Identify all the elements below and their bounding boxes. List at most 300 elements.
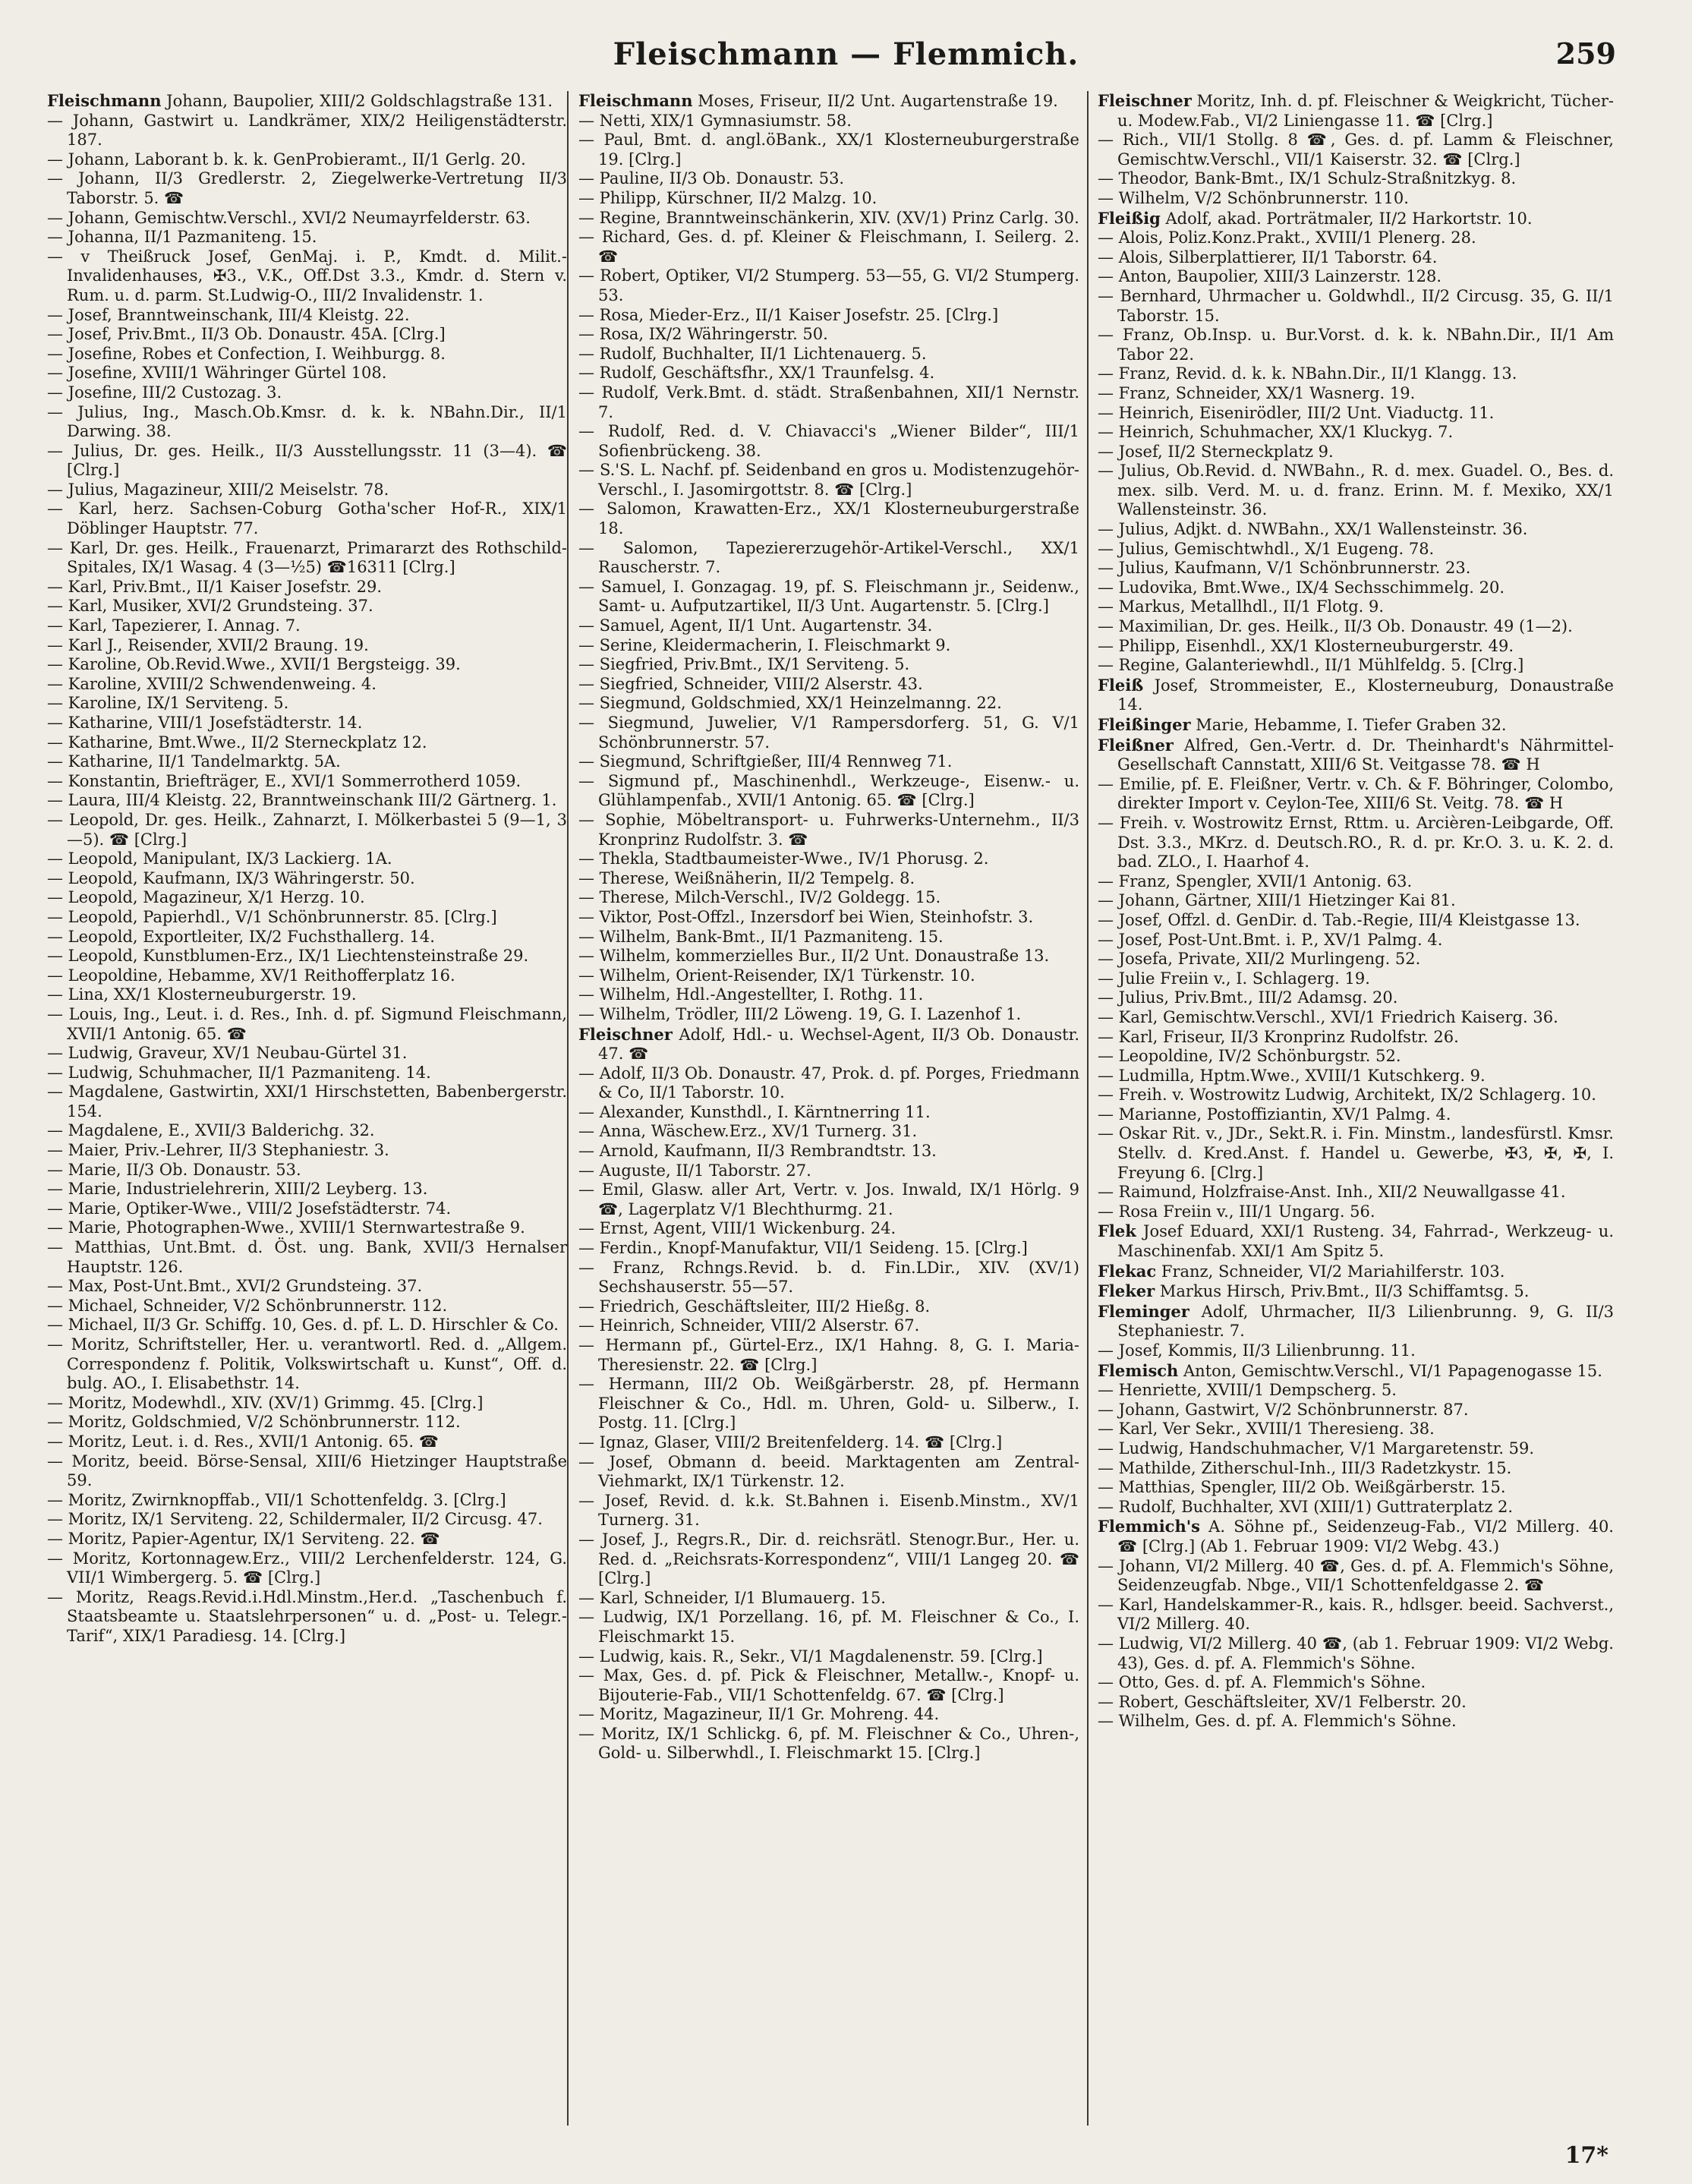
- directory-entry: [1098, 404, 1614, 424]
- directory-entry: [47, 1238, 567, 1277]
- directory-entry: [578, 1297, 1079, 1317]
- entry-text: — Johann, Laborant b. k. k. GenProbieramt., II/1 Gerlg. 20.: [47, 150, 526, 169]
- entry-text: — Freih. v. Wostrowitz Ludwig, Architekt, IX/2 Schlagerg. 10.: [1098, 1086, 1596, 1105]
- directory-entry: [1098, 1067, 1614, 1086]
- directory-entry: [578, 772, 1079, 811]
- surname-heading: Flek: [1098, 1221, 1136, 1241]
- entry-text: Alfred, Gen.-Vertr. d. Dr. Theinhardt's Nährmittel-Gesellschaft Cannstatt, XIII/6 St. Veitgasse 78. ☎ H: [1117, 736, 1614, 774]
- entry-text: — Michael, II/3 Gr. Schiffg. 10, Ges. d. pf. L. D. Hirschler & Co.: [47, 1316, 559, 1335]
- entry-text: — Josefine, XVIII/1 Währinger Gürtel 108.: [47, 364, 387, 383]
- directory-entry: [47, 1180, 567, 1199]
- directory-entry: [578, 1666, 1079, 1705]
- entry-text: — Sigmund pf., Maschinenhdl., Werkzeuge-, Eisenw.- u. Glühlampenfab., XVII/1 Antonig. 65. ☎ [Clrg.]: [578, 771, 1079, 810]
- directory-entry: [578, 966, 1079, 986]
- entry-text: — Leopold, Kaufmann, IX/3 Währingerstr. 50.: [47, 868, 415, 887]
- directory-entry: [47, 966, 567, 986]
- entry-text: — Paul, Bmt. d. angl.öBank., XX/1 Klosterneuburgerstraße 19. [Clrg.]: [578, 131, 1079, 169]
- entry-text: — Anton, Baupolier, XIII/3 Lainzerstr. 128.: [1098, 267, 1442, 286]
- directory-entry: [1098, 617, 1614, 637]
- entry-text: — Johann, VI/2 Millerg. 40 ☎, Ges. d. pf. A. Flemmich's Söhne, Seidenzeugfab. Nbge., VII/1 Schottenfeldgasse 2. ☎: [1098, 1556, 1614, 1595]
- column-divider: [1087, 91, 1089, 2126]
- entry-text: — Serine, Kleidermacherin, I. Fleischmarkt 9.: [578, 635, 951, 654]
- entry-text: — Franz, Ob.Insp. u. Bur.Vorst. d. k. k. NBahn.Dir., II/1 Am Tabor 22.: [1098, 326, 1614, 364]
- directory-entry: [578, 1589, 1079, 1609]
- entry-text: — Karl, Ver Sekr., XVIII/1 Theresieng. 38.: [1098, 1420, 1435, 1439]
- entry-text: — Josef, Branntweinschank, III/4 Kleistg. 22.: [47, 305, 410, 324]
- directory-entry: [1098, 248, 1614, 268]
- entry-text: — Moritz, Modewhdl., XIV. (XV/1) Grimmg. 45. [Clrg.]: [47, 1393, 484, 1412]
- entry-text: — Therese, Milch-Verschl., IV/2 Goldegg. 15.: [578, 888, 941, 907]
- directory-entry: [578, 1705, 1079, 1725]
- entry-text: — Emilie, pf. E. Fleißner, Vertr. v. Ch. & F. Böhringer, Colombo, direkter Import v. Ceylon-Tee, XIII/6 St. Veitg. 78. ☎ H: [1098, 774, 1614, 813]
- entry-text: — Markus, Metallhdl., II/1 Flotg. 9.: [1098, 597, 1385, 616]
- entry-text: Adolf, Uhrmacher, II/3 Lilienbrunng. 9, G. II/3 Stephaniestr. 7.: [1117, 1302, 1614, 1341]
- entry-text: — Ludwig, Schuhmacher, II/1 Pazmaniteng. 14.: [47, 1063, 431, 1082]
- directory-entry: [1098, 287, 1614, 326]
- directory-entry: [47, 1549, 567, 1588]
- entry-text: — Katharine, II/1 Tandelmarktg. 5A.: [47, 752, 341, 771]
- surname-heading: Fleischner: [1098, 91, 1192, 110]
- entry-text: — Louis, Ing., Leut. i. d. Res., Inh. d. pf. Sigmund Fleischmann, XVII/1 Antonig. 65. ☎: [47, 1004, 567, 1043]
- entry-text: — Rudolf, Red. d. V. Chiavacci's „Wiener Bilder“, III/1 Sofienbrückeng. 38.: [578, 422, 1079, 460]
- entry-text: — Robert, Optiker, VI/2 Stumperg. 53—55, G. VI/2 Stumperg. 53.: [578, 266, 1079, 304]
- directory-entry: [47, 1452, 567, 1491]
- directory-entry: [578, 1316, 1079, 1336]
- entry-text: — Julius, Ob.Revid. d. NWBahn., R. d. mex. Guadel. O., Bes. d. mex. silb. Verd. M. u. d. franz. Erinn. M. f. Mexiko, XX/1 Wallensteinstr. 36.: [1098, 462, 1614, 519]
- directory-entry: [578, 1025, 1079, 1064]
- entry-text: — Ludmilla, Hptm.Wwe., XVIII/1 Kutschkerg. 9.: [1098, 1066, 1486, 1085]
- entry-text: — Samuel, I. Gonzagag. 19, pf. S. Fleischmann jr., Seidenw., Samt- u. Aufputzartikel, II/3 Unt. Augartenstr. 5. [Clrg.]: [578, 577, 1079, 616]
- entry-text: — Franz, Revid. d. k. k. NBahn.Dir., II/1 Klangg. 13.: [1098, 364, 1517, 383]
- directory-entry: [1098, 736, 1614, 775]
- entry-text: — Franz, Rchngs.Revid. b. d. Fin.LDir., XIV. (XV/1) Sechshauserstr. 55—57.: [578, 1258, 1079, 1297]
- entry-text: — Heinrich, Eisenirödler, III/2 Unt. Viaductg. 11.: [1098, 403, 1495, 422]
- entry-text: — Moritz, Schriftsteller, Her. u. verantwortl. Red. d. „Allgem. Correspondenz f. Politik, Volkswirtschaft u. Kunst“, Off. d. bulg. AO., I. Elisabethstr. 14.: [47, 1335, 567, 1393]
- directory-entry: [1098, 950, 1614, 969]
- entry-text: — Josefine, III/2 Custozag. 3.: [47, 383, 282, 402]
- directory-entry: [1098, 1202, 1614, 1222]
- entry-text: — Maximilian, Dr. ges. Heilk., II/3 Ob. Donaustr. 49 (1—2).: [1098, 617, 1573, 636]
- entry-text: — Siegmund, Schriftgießer, III/4 Rennweg 71.: [578, 752, 953, 771]
- directory-entry: [47, 247, 567, 306]
- directory-entry: [47, 655, 567, 675]
- entry-text: Anton, Gemischtw.Verschl., VI/1 Papagenogasse 15.: [1178, 1361, 1602, 1380]
- directory-entry: [578, 189, 1079, 209]
- page-header: [0, 30, 1692, 84]
- directory-entry: [578, 1725, 1079, 1763]
- directory-entry: [578, 908, 1079, 928]
- directory-entry: [47, 1530, 567, 1549]
- surname-heading: Fleischmann: [578, 91, 693, 110]
- entry-text: — Lina, XX/1 Klosterneuburgerstr. 19.: [47, 985, 357, 1004]
- directory-entry: [1098, 1478, 1614, 1498]
- entry-text: — Julius, Magazineur, XIII/2 Meiselstr. 78.: [47, 480, 389, 499]
- directory-entry: [47, 481, 567, 500]
- directory-entry: [578, 169, 1079, 189]
- directory-entry: [1098, 131, 1614, 169]
- surname-heading: Fleischner: [578, 1024, 673, 1044]
- directory-entry: [47, 675, 567, 695]
- entry-text: — Josef, Obmann d. beeid. Marktagenten am Zentral-Viehmarkt, IX/1 Türkenstr. 12.: [578, 1452, 1079, 1491]
- surname-heading: Fleiß: [1098, 675, 1144, 695]
- directory-entry: [47, 1064, 567, 1083]
- entry-text: — Karl, Handelskammer-R., kais. R., hdlsger. beeid. Sachverst., VI/2 Millerg. 40.: [1098, 1595, 1614, 1634]
- entry-text: — Bernhard, Uhrmacher u. Goldwhdl., II/2 Circusg. 35, G. II/1 Taborstr. 15.: [1098, 286, 1614, 325]
- entry-text: — Rudolf, Buchhalter, XVI (XIII/1) Guttraterplatz 2.: [1098, 1497, 1514, 1516]
- directory-entry: [47, 1432, 567, 1452]
- directory-entry: [47, 752, 567, 772]
- entry-text: — Johanna, II/1 Pazmaniteng. 15.: [47, 228, 317, 247]
- entry-text: — Karl, Priv.Bmt., II/1 Kaiser Josefstr. 29.: [47, 577, 383, 596]
- directory-entry: [47, 1218, 567, 1238]
- entry-text: Moritz, Inh. d. pf. Fleischner & Weigkricht, Tücher- u. Modew.Fab., VI/2 Liniengasse 11. ☎ [Clrg.]: [1117, 92, 1614, 130]
- entry-text: — Moritz, IX/1 Serviteng. 22, Schildermaler, II/2 Circusg. 47.: [47, 1510, 543, 1529]
- directory-entry: [1098, 462, 1614, 520]
- entry-text: — Leopold, Exportleiter, IX/2 Fuchsthallerg. 14.: [47, 927, 435, 946]
- directory-entry: [1098, 326, 1614, 364]
- surname-heading: Flemmich's: [1098, 1517, 1200, 1536]
- entry-text: — Johann, II/3 Gredlerstr. 2, Ziegelwerke-Vertretung II/3 Taborstr. 5. ☎: [47, 169, 567, 207]
- entry-text: — Ferdin., Knopf-Manufaktur, VII/1 Seideng. 15. [Clrg.]: [578, 1239, 1028, 1258]
- entry-text: — Marie, II/3 Ob. Donaustr. 53.: [47, 1160, 301, 1179]
- entry-text: — Moritz, Magazineur, II/1 Gr. Mohreng. 44.: [578, 1705, 940, 1724]
- entry-text: — Samuel, Agent, II/1 Unt. Augartenstr. 34.: [578, 616, 933, 635]
- directory-entry: [47, 383, 567, 403]
- directory-entry: [578, 675, 1079, 695]
- entry-text: — Julius, Dr. ges. Heilk., II/3 Ausstellungsstr. 11 (3—4). ☎ [Clrg.]: [47, 441, 567, 480]
- directory-entry: [578, 1336, 1079, 1375]
- directory-entry: [578, 1453, 1079, 1492]
- directory-entry: [578, 1103, 1079, 1123]
- directory-entry: [47, 733, 567, 753]
- directory-entry: [47, 947, 567, 966]
- directory-entry: [578, 947, 1079, 966]
- directory-column-3: [1098, 91, 1614, 2133]
- entry-text: — Johann, Gastwirt u. Landkrämer, XIX/2 Heiligenstädterstr. 187.: [47, 111, 567, 150]
- directory-entry: [1098, 1028, 1614, 1048]
- directory-entry: [578, 539, 1079, 578]
- entry-text: — Karl, Schneider, I/1 Blumauerg. 15.: [578, 1588, 886, 1607]
- entry-text: — Regine, Galanteriewhdl., II/1 Mühlfeldg. 5. [Clrg.]: [1098, 656, 1524, 675]
- entry-text: — Otto, Ges. d. pf. A. Flemmich's Söhne.: [1098, 1673, 1426, 1692]
- entry-text: — Wilhelm, Hdl.-Angestellter, I. Rothg. 11.: [578, 985, 924, 1004]
- surname-heading: Flemisch: [1098, 1360, 1179, 1380]
- entry-text: — Julius, Gemischtwhdl., X/1 Eugeng. 78.: [1098, 539, 1435, 558]
- directory-entry: [1098, 1381, 1614, 1401]
- entry-text: Markus Hirsch, Priv.Bmt., II/3 Schiffamtsg. 5.: [1155, 1282, 1530, 1301]
- entry-text: — Karl, Musiker, XVI/2 Grundsteing. 37.: [47, 597, 373, 616]
- directory-entry: [578, 985, 1079, 1005]
- column-divider: [567, 91, 569, 2126]
- directory-entry: [47, 888, 567, 908]
- entry-text: — Heinrich, Schuhmacher, XX/1 Kluckyg. 7.: [1098, 423, 1454, 442]
- surname-heading: Fleißner: [1098, 735, 1174, 755]
- directory-entry: [578, 694, 1079, 714]
- entry-text: — Johann, Gastwirt, V/2 Schönbrunnerstr. 87.: [1098, 1400, 1469, 1419]
- directory-entry: [1098, 1420, 1614, 1439]
- directory-entry: [47, 849, 567, 869]
- entry-text: — Karoline, XVIII/2 Schwendenweing. 4.: [47, 674, 377, 693]
- entry-text: — Ernst, Agent, VIII/1 Wickenburg. 24.: [578, 1219, 896, 1238]
- entry-text: — Siegfried, Schneider, VIII/2 Alserstr. 43.: [578, 674, 923, 693]
- directory-entry: [47, 306, 567, 326]
- directory-entry: [1098, 1047, 1614, 1067]
- entry-text: — Wilhelm, Trödler, III/2 Löweng. 19, G. I. Lazenhof 1.: [578, 1004, 1022, 1023]
- entry-text: — Josef, Kommis, II/3 Lilienbrunng. 11.: [1098, 1341, 1416, 1360]
- entry-text: — Josef, Offzl. d. GenDir. d. Tab.-Regie, III/4 Kleistgasse 13.: [1098, 910, 1580, 929]
- directory-column-1: [47, 91, 567, 2133]
- entry-text: — Wilhelm, kommerzielles Bur., II/2 Unt. Donaustraße 13.: [578, 947, 1050, 966]
- directory-entry: [1098, 1517, 1614, 1556]
- surname-heading: Fleminger: [1098, 1301, 1189, 1321]
- entry-text: — Rosa, Mieder-Erz., II/1 Kaiser Josefstr. 25. [Clrg.]: [578, 305, 999, 324]
- entry-text: — Raimund, Holzfraise-Anst. Inh., XII/2 Neuwallgasse 41.: [1098, 1183, 1566, 1202]
- entry-text: — Rudolf, Buchhalter, II/1 Lichtenauerg. 5.: [578, 344, 927, 363]
- directory-entry: [1098, 814, 1614, 872]
- entry-text: — Magdalene, Gastwirtin, XXI/1 Hirschstetten, Babenbergerstr. 154.: [47, 1083, 567, 1120]
- directory-entry: [1098, 988, 1614, 1008]
- directory-entry: [1098, 423, 1614, 443]
- directory-entry: [578, 1142, 1079, 1161]
- entry-text: — Rosa Freiin v., III/1 Ungarg. 56.: [1098, 1202, 1375, 1221]
- directory-entry: [578, 1433, 1079, 1453]
- entry-text: — Emil, Glasw. aller Art, Vertr. v. Jos. Inwald, IX/1 Hörlg. 9 ☎, Lagerplatz V/1 Blechthurmg. 21.: [578, 1180, 1079, 1218]
- directory-entry: [47, 1044, 567, 1064]
- directory-entry: [578, 500, 1079, 538]
- directory-entry: [578, 325, 1079, 345]
- entry-text: — Leopold, Magazineur, X/1 Herzg. 10.: [47, 888, 365, 907]
- directory-entry: [47, 908, 567, 928]
- directory-entry: [578, 1239, 1079, 1259]
- entry-text: — Philipp, Eisenhdl., XX/1 Klosterneuburgerstr. 49.: [1098, 636, 1514, 655]
- directory-entry: [47, 500, 567, 538]
- directory-entry: [1098, 520, 1614, 540]
- entry-text: — Moritz, Kortonnagew.Erz., VIII/2 Lerchenfelderstr. 124, G. VII/1 Wimbergerg. 5. ☎ [Clrg.]: [47, 1549, 567, 1587]
- directory-entry: [578, 752, 1079, 772]
- directory-entry: [1098, 364, 1614, 384]
- directory-entry: [47, 112, 567, 150]
- directory-entry: [47, 869, 567, 889]
- entry-text: — Netti, XIX/1 Gymnasiumstr. 58.: [578, 111, 852, 130]
- directory-entry: [47, 1335, 567, 1394]
- directory-entry: [1098, 1262, 1614, 1282]
- entry-text: — Alois, Silberplattierer, II/1 Taborstr. 64.: [1098, 247, 1438, 266]
- directory-entry: [1098, 209, 1614, 229]
- directory-entry: [578, 1064, 1079, 1103]
- surname-heading: Fleker: [1098, 1281, 1155, 1301]
- directory-entry: [1098, 578, 1614, 598]
- directory-entry: [1098, 1341, 1614, 1361]
- directory-entry: [1098, 597, 1614, 617]
- entry-text: — Salomon, Krawatten-Erz., XX/1 Klosterneuburgerstraße 18.: [578, 500, 1079, 538]
- directory-entry: [47, 1005, 567, 1044]
- entry-text: — Ignaz, Glaser, VIII/2 Breitenfelderg. 14. ☎ [Clrg.]: [578, 1432, 1003, 1451]
- entry-text: — Katharine, VIII/1 Josefstädterstr. 14.: [47, 714, 363, 732]
- entry-text: — Konstantin, Briefträger, E., XVI/1 Sommerrotherd 1059.: [47, 771, 521, 790]
- entry-text: — Ludwig, kais. R., Sekr., VI/1 Magdalenenstr. 59. [Clrg.]: [578, 1647, 1043, 1666]
- entry-text: — Wilhelm, Bank-Bmt., II/1 Pazmaniteng. 15.: [578, 927, 944, 946]
- running-head-title: Fleischmann — Flemmich.: [613, 36, 1079, 72]
- entry-text: — Salomon, Tapeziererzugehör-Artikel-Verschl., XX/1 Rauscherstr. 7.: [578, 538, 1079, 577]
- entry-text: — Rich., VII/1 Stollg. 8 ☎, Ges. d. pf. Lamm & Fleischner, Gemischtw.Verschl., VII/1 Kaiserstr. 32. ☎ [Clrg.]: [1098, 131, 1614, 169]
- entry-text: — Richard, Ges. d. pf. Kleiner & Fleischmann, I. Seilerg. 2. ☎: [578, 228, 1079, 266]
- directory-entry: [578, 849, 1079, 869]
- directory-entry: [1098, 559, 1614, 578]
- directory-entry: [47, 1394, 567, 1413]
- directory-entry: [578, 112, 1079, 131]
- directory-entry: [578, 811, 1079, 849]
- directory-entry: [1098, 775, 1614, 814]
- entry-text: — Franz, Schneider, XX/1 Wasnerg. 19.: [1098, 383, 1416, 402]
- entry-text: — S.'S. L. Nachf. pf. Seidenband en gros u. Modistenzugehör-Verschl., I. Jasomirgottstr. 8. ☎ [Clrg.]: [578, 461, 1079, 499]
- directory-entry: [47, 811, 567, 849]
- entry-text: — Moritz, Reags.Revid.i.Hdl.Minstm.,Her.d. „Taschenbuch f. Staatsbeamte u. Staatslehrpersonen“ u. d. „Post- u. Telegr.-Tarif“, XIX/1 Paradiesg. 14. [Clrg.]: [47, 1587, 567, 1645]
- entry-text: — Josef, J., Regrs.R., Dir. d. reichsrätl. Stenogr.Bur., Her. u. Red. d. „Reichsrats-Korrespondenz“, VIII/1 Langeg 20. ☎ [Clrg.]: [578, 1530, 1079, 1588]
- entry-text: — Siegmund, Juwelier, V/1 Rampersdorferg. 51, G. V/1 Schönbrunnerstr. 57.: [578, 714, 1079, 752]
- entry-text: — Leopoldine, IV/2 Schönburgstr. 52.: [1098, 1047, 1401, 1066]
- directory-entry: [1098, 1634, 1614, 1673]
- entry-text: — Leopoldine, Hebamme, XV/1 Reithofferplatz 16.: [47, 966, 455, 985]
- entry-text: — Leopold, Papierhdl., V/1 Schönbrunnerstr. 85. [Clrg.]: [47, 907, 497, 926]
- directory-entry: [578, 1259, 1079, 1297]
- directory-entry: [578, 364, 1079, 383]
- entry-text: — Michael, Schneider, V/2 Schönbrunnerstr. 112.: [47, 1296, 448, 1315]
- directory-entry: [1098, 189, 1614, 209]
- directory-entry: [578, 1375, 1079, 1433]
- entry-text: — Marianne, Postoffiziantin, XV/1 Palmg. 4.: [1098, 1105, 1451, 1124]
- entry-text: — Leopold, Dr. ges. Heilk., Zahnarzt, I. Mölkerbastei 5 (9—1, 3—5). ☎ [Clrg.]: [47, 810, 567, 849]
- entry-text: — Adolf, II/3 Ob. Donaustr. 47, Prok. d. pf. Porges, Friedmann & Co, II/1 Taborstr. 10.: [578, 1064, 1079, 1102]
- entry-text: — Thekla, Stadtbaumeister-Wwe., IV/1 Phorusg. 2.: [578, 849, 989, 868]
- directory-entry: [1098, 1105, 1614, 1125]
- directory-entry: [1098, 1281, 1614, 1302]
- entry-text: — Rosa, IX/2 Währingerstr. 50.: [578, 325, 828, 344]
- directory-entry: [1098, 1183, 1614, 1202]
- directory-entry: [47, 1161, 567, 1180]
- entry-text: — Siegmund, Goldschmied, XX/1 Heinzelmanng. 22.: [578, 694, 1002, 713]
- entry-text: Adolf, Hdl.- u. Wechsel-Agent, II/3 Ob. Donaustr. 47. ☎: [598, 1025, 1079, 1064]
- directory-entry: [47, 91, 567, 112]
- directory-entry: [47, 325, 567, 345]
- entry-text: — Karl, Gemischtw.Verschl., XVI/1 Friedrich Kaiserg. 36.: [1098, 1007, 1558, 1026]
- directory-entry: [578, 131, 1079, 169]
- entry-text: — Freih. v. Wostrowitz Ernst, Rttm. u. Arcièren-Leibgarde, Off. Dst. 3.3., MKrz. d. Deutsch.RO., R. d. pr. Kr.O. 3. u. K. 2. d. bad. ZLO., I. Haarhof 4.: [1098, 813, 1614, 871]
- directory-entry: [1098, 1401, 1614, 1420]
- directory-entry: [1098, 1008, 1614, 1028]
- entry-text: — Karl J., Reisender, XVII/2 Braung. 19.: [47, 635, 369, 654]
- directory-entry: [1098, 1459, 1614, 1479]
- entry-text: — Rudolf, Verk.Bmt. d. städt. Straßenbahnen, XII/1 Nernstr. 7.: [578, 383, 1079, 421]
- surname-heading: Fleißig: [1098, 208, 1161, 228]
- directory-entry: [1098, 443, 1614, 462]
- directory-entry: [1098, 1086, 1614, 1105]
- entry-text: — Auguste, II/1 Taborstr. 27.: [578, 1161, 811, 1180]
- entry-text: — Katharine, Bmt.Wwe., II/2 Sterneckplatz 12.: [47, 733, 427, 752]
- entry-text: Johann, Baupolier, XIII/2 Goldschlagstraße 131.: [161, 92, 553, 110]
- entry-text: — Josef, Revid. d. k.k. St.Bahnen i. Eisenb.Minstm., XV/1 Turnerg. 31.: [578, 1491, 1079, 1530]
- entry-text: — Ludovika, Bmt.Wwe., IX/4 Sechsschimmelg. 20.: [1098, 578, 1505, 597]
- directory-entry: [1098, 1361, 1614, 1382]
- entry-text: — Marie, Optiker-Wwe., VIII/2 Josefstädterstr. 74.: [47, 1199, 452, 1218]
- directory-entry: [47, 1277, 567, 1297]
- entry-text: — Matthias, Spengler, III/2 Ob. Weißgärberstr. 15.: [1098, 1478, 1506, 1497]
- directory-entry: [578, 1647, 1079, 1667]
- entry-text: — Wilhelm, Orient-Reisender, IX/1 Türkenstr. 10.: [578, 966, 975, 985]
- directory-entry: [1098, 384, 1614, 404]
- directory-entry: [47, 1083, 567, 1121]
- directory-entry: [1098, 267, 1614, 287]
- directory-entry: [578, 714, 1079, 752]
- entry-text: — Ludwig, IX/1 Porzellang. 16, pf. M. Fleischner & Co., I. Fleischmarkt 15.: [578, 1608, 1079, 1646]
- surname-heading: Flekac: [1098, 1261, 1157, 1281]
- entry-text: — Therese, Weißnäherin, II/2 Tempelg. 8.: [578, 868, 915, 887]
- entry-text: — Moritz, beeid. Börse-Sensal, XIII/6 Hietzinger Hauptstraße 59.: [47, 1451, 567, 1490]
- page-number: 259: [1555, 36, 1616, 71]
- entry-text: — Heinrich, Schneider, VIII/2 Alserstr. 67.: [578, 1316, 920, 1335]
- directory-entry: [1098, 1302, 1614, 1341]
- directory-entry: [47, 539, 567, 578]
- directory-entry: [1098, 1221, 1614, 1261]
- surname-heading: Fleischmann: [47, 91, 162, 110]
- directory-entry: [578, 888, 1079, 908]
- entry-text: — Regine, Branntweinschänkerin, XIV. (XV/1) Prinz Carlg. 30.: [578, 208, 1079, 227]
- directory-entry: [47, 985, 567, 1005]
- directory-entry: [578, 1122, 1079, 1142]
- entry-text: — Rudolf, Geschäftsfhr., XX/1 Traunfelsg. 4.: [578, 364, 935, 383]
- directory-entry: [1098, 91, 1614, 131]
- entry-text: — Leopold, Kunstblumen-Erz., IX/1 Liechtensteinstraße 29.: [47, 947, 529, 966]
- directory-entry: [578, 383, 1079, 422]
- directory-entry: [578, 655, 1079, 675]
- directory-entry: [47, 616, 567, 636]
- entry-text: — Karl, Tapezierer, I. Annag. 7.: [47, 616, 301, 635]
- entry-text: — Laura, III/4 Kleistg. 22, Branntweinschank III/2 Gärtnerg. 1.: [47, 791, 557, 810]
- entry-text: — Theodor, Bank-Bmt., IX/1 Schulz-Straßnitzkyg. 8.: [1098, 169, 1517, 188]
- entry-text: — Anna, Wäschew.Erz., XV/1 Turnerg. 31.: [578, 1122, 918, 1141]
- entry-text: — Ludwig, VI/2 Millerg. 40 ☎, (ab 1. Februar 1909: VI/2 Webg. 43), Ges. d. pf. A. Flemmich's Söhne.: [1098, 1634, 1614, 1672]
- entry-text: — Johann, Gärtner, XIII/1 Hietzinger Kai 81.: [1098, 891, 1456, 910]
- entry-text: — Karoline, Ob.Revid.Wwe., XVII/1 Bergsteigg. 39.: [47, 655, 461, 674]
- directory-entry: [47, 1510, 567, 1530]
- entry-text: — Friedrich, Geschäftsleiter, III/2 Hießg. 8.: [578, 1297, 931, 1316]
- directory-entry: [47, 442, 567, 481]
- entry-text: — Moritz, Zwirnknopffab., VII/1 Schottenfeldg. 3. [Clrg.]: [47, 1490, 506, 1509]
- directory-entry: [578, 928, 1079, 947]
- entry-text: — Karl, Dr. ges. Heilk., Frauenarzt, Primararzt des Rothschild-Spitales, IX/1 Wasag. 4 (3—½5) ☎16311 [Clrg.]: [47, 538, 567, 577]
- entry-text: — Ludwig, Handschuhmacher, V/1 Margaretenstr. 59.: [1098, 1439, 1535, 1458]
- directory-entry: [1098, 1712, 1614, 1732]
- entry-text: — Josef, Post-Unt.Bmt. i. P., XV/1 Palmg. 4.: [1098, 930, 1443, 949]
- directory-entry: [47, 228, 567, 247]
- entry-text: — Matthias, Unt.Bmt. d. Öst. ung. Bank, XVII/3 Hernalser Hauptstr. 126.: [47, 1238, 567, 1276]
- directory-entry: [1098, 228, 1614, 248]
- directory-entry: [578, 461, 1079, 500]
- directory-entry: [578, 616, 1079, 636]
- directory-entry: [578, 636, 1079, 656]
- entry-text: — Max, Post-Unt.Bmt., XVI/2 Grundsteing. 37.: [47, 1277, 423, 1296]
- entry-text: — Josef, Priv.Bmt., II/3 Ob. Donaustr. 45A. [Clrg.]: [47, 325, 446, 344]
- entry-text: — Wilhelm, V/2 Schönbrunnerstr. 110.: [1098, 188, 1409, 207]
- directory-entry: [47, 209, 567, 228]
- directory-entry: [578, 1180, 1079, 1219]
- entry-text: — Josef, II/2 Sterneckplatz 9.: [1098, 442, 1334, 461]
- directory-entry: [47, 403, 567, 442]
- entry-text: — Alexander, Kunsthdl., I. Kärntnerring 11.: [578, 1102, 931, 1121]
- entry-text: — Siegfried, Priv.Bmt., IX/1 Serviteng. 5.: [578, 655, 910, 674]
- entry-text: — Karl, herz. Sachsen-Coburg Gotha'scher Hof-R., XIX/1 Döblinger Hauptstr. 77.: [47, 500, 567, 538]
- directory-entry: [578, 1492, 1079, 1530]
- directory-entry: [578, 209, 1079, 228]
